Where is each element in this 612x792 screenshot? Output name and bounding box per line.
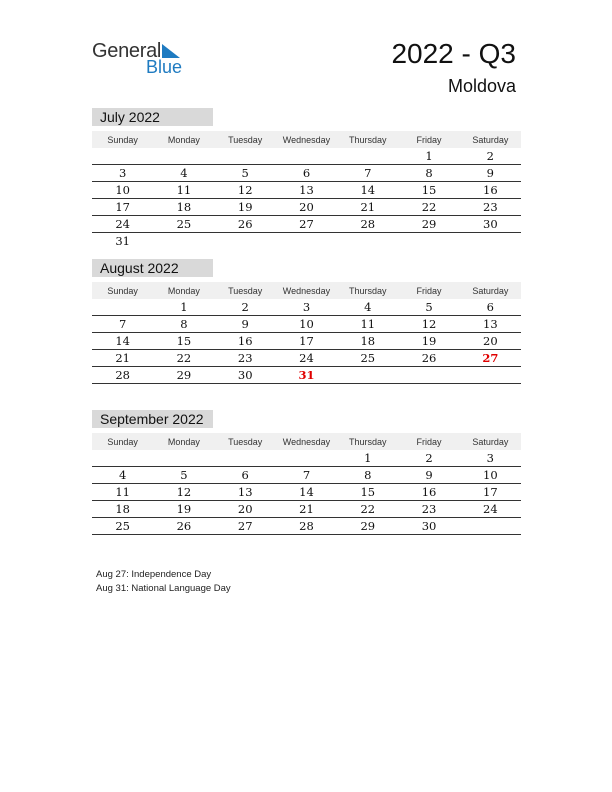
week-row — [92, 216, 521, 233]
day-cell: 1 — [180, 300, 188, 314]
day-cell: 21 — [299, 502, 314, 516]
day-cell: 15 — [421, 183, 437, 197]
week-row — [92, 165, 521, 182]
day-cell: 14 — [360, 183, 376, 197]
day-cell: 17 — [115, 200, 130, 214]
day-cell: 31 — [298, 368, 315, 382]
week-row — [92, 518, 521, 535]
weekday-label: Monday — [167, 436, 200, 447]
day-cell: 16 — [237, 334, 253, 348]
day-cell: 5 — [241, 166, 249, 180]
weekday-label: Tuesday — [228, 134, 263, 145]
week-row — [92, 299, 521, 316]
day-cell: 3 — [118, 166, 127, 180]
week-row — [92, 233, 521, 249]
logo-text-blue: Blue — [146, 57, 183, 77]
day-cell: 13 — [299, 183, 314, 197]
day-cell: 28 — [115, 368, 130, 382]
weekday-label: Friday — [416, 134, 442, 145]
day-cell: 28 — [299, 519, 314, 533]
day-cell: 16 — [421, 485, 437, 499]
day-cell: 8 — [364, 468, 372, 482]
day-cell: 19 — [421, 334, 437, 348]
day-cell: 17 — [483, 485, 498, 499]
day-cell: 11 — [360, 317, 376, 331]
day-cell: 18 — [176, 200, 192, 214]
weekday-label: Thursday — [349, 134, 387, 145]
logo-triangle-icon — [162, 44, 180, 58]
weekday-label: Wednesday — [282, 285, 331, 296]
day-cell: 28 — [360, 217, 376, 231]
day-cell: 11 — [115, 485, 130, 499]
day-cell: 2 — [425, 451, 433, 465]
month-grid — [92, 450, 521, 535]
week-row — [92, 316, 521, 333]
weekday-header — [92, 131, 521, 148]
day-cell: 1 — [364, 451, 372, 465]
month-grid — [92, 299, 521, 384]
logo-text-general: General — [92, 40, 162, 62]
day-cell: 23 — [237, 351, 253, 365]
day-cell: 14 — [115, 334, 130, 348]
weekday-label: Saturday — [472, 134, 509, 145]
day-cell: 27 — [299, 217, 314, 231]
weekday-label: Sunday — [107, 436, 138, 447]
day-cell: 9 — [241, 317, 249, 331]
weekday-label: Friday — [416, 436, 442, 447]
day-cell: 12 — [237, 183, 253, 197]
day-cell: 27 — [482, 351, 499, 365]
day-cell: 23 — [483, 200, 498, 214]
month-august — [92, 259, 521, 384]
day-cell: 11 — [176, 183, 192, 197]
day-cell: 30 — [483, 217, 498, 231]
day-cell: 10 — [483, 468, 498, 482]
day-cell: 24 — [483, 502, 498, 516]
day-cell: 10 — [299, 317, 314, 331]
day-cell: 8 — [425, 166, 433, 180]
weekday-label: Sunday — [107, 285, 138, 296]
day-cell: 10 — [115, 183, 130, 197]
day-cell: 3 — [302, 300, 311, 314]
day-cell: 1 — [425, 149, 433, 163]
day-cell: 9 — [425, 468, 433, 482]
day-cell: 22 — [176, 351, 192, 365]
day-cell: 5 — [180, 468, 188, 482]
day-cell: 26 — [421, 351, 437, 365]
day-cell: 3 — [486, 451, 494, 465]
weekday-label: Friday — [416, 285, 442, 296]
day-cell: 17 — [299, 334, 314, 348]
page-title: 2022 - Q3 — [391, 38, 516, 69]
day-cell: 9 — [486, 166, 494, 180]
day-cell: 6 — [241, 468, 249, 482]
weekday-label: Saturday — [472, 436, 509, 447]
day-cell: 7 — [364, 166, 372, 180]
month-name: August 2022 — [92, 259, 213, 277]
weekday-label: Thursday — [349, 436, 387, 447]
holiday-notes — [96, 568, 231, 596]
week-row — [92, 450, 521, 467]
week-row — [92, 367, 521, 384]
week-row — [92, 182, 521, 199]
weekday-label: Monday — [167, 134, 200, 145]
day-cell: 20 — [237, 502, 253, 516]
day-cell: 30 — [237, 368, 253, 382]
month-july — [92, 108, 521, 249]
weekday-label: Wednesday — [282, 436, 331, 447]
week-row — [92, 501, 521, 518]
day-cell: 12 — [421, 317, 437, 331]
weekday-label: Thursday — [349, 285, 387, 296]
week-row — [92, 350, 521, 367]
weekday-label: Saturday — [472, 285, 509, 296]
holiday-note: Aug 27: Independence Day — [96, 569, 212, 580]
week-row — [92, 484, 521, 501]
weekday-label: Tuesday — [228, 285, 263, 296]
weekday-header — [92, 282, 521, 299]
country-name: Moldova — [447, 76, 516, 96]
day-cell: 6 — [486, 300, 494, 314]
weekday-label: Sunday — [107, 134, 138, 145]
day-cell: 20 — [483, 334, 498, 348]
week-row — [92, 199, 521, 216]
month-september — [92, 410, 521, 535]
day-cell: 13 — [483, 317, 498, 331]
day-cell: 20 — [299, 200, 314, 214]
day-cell: 4 — [180, 166, 188, 180]
day-cell: 26 — [176, 519, 192, 533]
day-cell: 16 — [483, 183, 498, 197]
holiday-note: Aug 31: National Language Day — [96, 583, 231, 594]
day-cell: 30 — [421, 519, 437, 533]
month-grid — [92, 148, 521, 249]
day-cell: 21 — [115, 351, 130, 365]
weekday-header — [92, 433, 521, 450]
day-cell: 5 — [425, 300, 433, 314]
weekday-label: Wednesday — [282, 134, 331, 145]
day-cell: 25 — [115, 519, 130, 533]
day-cell: 13 — [237, 485, 253, 499]
day-cell: 14 — [299, 485, 314, 499]
day-cell: 7 — [118, 317, 127, 331]
day-cell: 4 — [118, 468, 127, 482]
day-cell: 22 — [360, 502, 376, 516]
day-cell: 26 — [237, 217, 253, 231]
day-cell: 2 — [486, 149, 494, 163]
day-cell: 29 — [360, 519, 376, 533]
week-row — [92, 333, 521, 350]
weekday-label: Tuesday — [228, 436, 263, 447]
day-cell: 15 — [360, 485, 376, 499]
day-cell: 2 — [241, 300, 249, 314]
month-name: July 2022 — [92, 108, 213, 126]
day-cell: 23 — [421, 502, 437, 516]
day-cell: 7 — [302, 468, 311, 482]
day-cell: 18 — [115, 502, 130, 516]
day-cell: 21 — [360, 200, 376, 214]
day-cell: 19 — [176, 502, 192, 516]
day-cell: 29 — [176, 368, 192, 382]
day-cell: 24 — [299, 351, 314, 365]
week-row — [92, 148, 521, 165]
day-cell: 18 — [360, 334, 376, 348]
day-cell: 25 — [360, 351, 376, 365]
generalblue-logo — [92, 40, 202, 80]
month-name: September 2022 — [92, 410, 213, 428]
day-cell: 29 — [421, 217, 437, 231]
day-cell: 6 — [302, 166, 311, 180]
day-cell: 8 — [180, 317, 188, 331]
day-cell: 4 — [364, 300, 372, 314]
weekday-label: Monday — [167, 285, 200, 296]
day-cell: 12 — [176, 485, 192, 499]
day-cell: 25 — [176, 217, 192, 231]
day-cell: 22 — [421, 200, 437, 214]
day-cell: 27 — [237, 519, 253, 533]
day-cell: 31 — [115, 234, 130, 248]
week-row — [92, 467, 521, 484]
day-cell: 19 — [237, 200, 253, 214]
day-cell: 15 — [176, 334, 192, 348]
day-cell: 24 — [115, 217, 130, 231]
